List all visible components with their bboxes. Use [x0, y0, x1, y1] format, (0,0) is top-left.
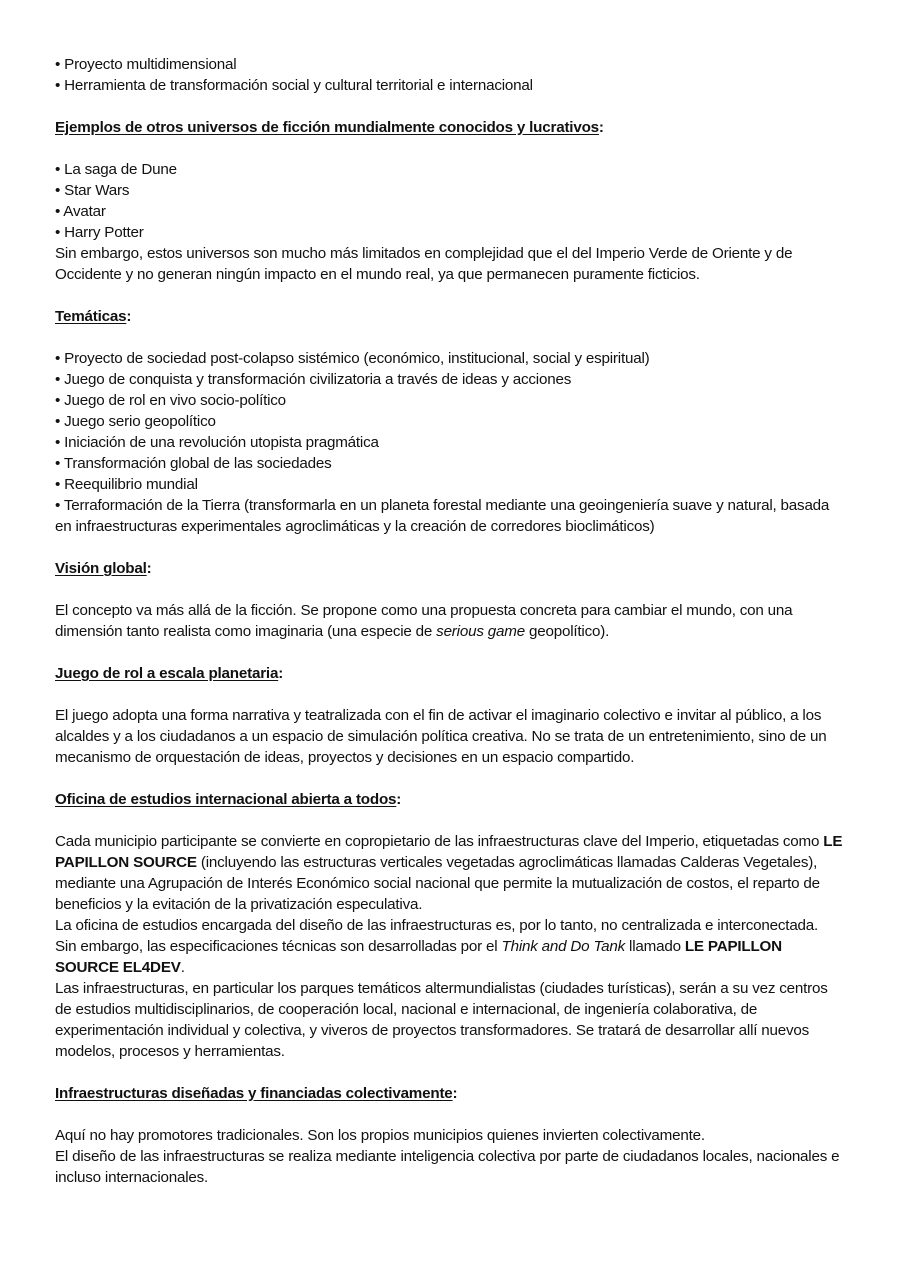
oficina-paragraph-1: Cada municipio participante se convierte en copropietario de las infraestructuras clave del Imperio, etiquetadas como LE PAPILLON SOURCE (incluyendo las estructuras verticales vegetadas agroclimáticas llamadas Calderas Vegetales), mediante una Agrupación de Interés Económico social nacional que permite la mutualización de costos, el reparto de beneficios y la evitación de la privatización especulativa. — [55, 833, 843, 913]
vision-heading: Visión global: — [55, 560, 152, 577]
tematicas-bullet: • Terraformación de la Tierra (transformarla en un planeta forestal mediante una geoingeniería suave y natural, basada en infraestructuras experimentales agroclimáticas y la creación de corredores bioclimáticos) — [55, 497, 830, 535]
vision-paragraph: El concepto va más allá de la ficción. Se propone como una propuesta concreta para cambiar el mundo, con una dimensión tanto realista como imaginaria (una especie de serious game geopolítico). — [55, 602, 793, 640]
tematicas-heading: Temáticas: — [55, 308, 132, 325]
examples-bullet: • La saga de Dune — [55, 161, 177, 178]
rol-heading: Juego de rol a escala planetaria: — [55, 665, 284, 682]
infra-paragraph-2: El diseño de las infraestructuras se realiza mediante inteligencia colectiva por parte de ciudadanos locales, nacionales e incluso internacionales. — [55, 1148, 840, 1186]
examples-bullet: • Star Wars — [55, 182, 130, 199]
infra-heading: Infraestructuras diseñadas y financiadas colectivamente: — [55, 1085, 458, 1102]
examples-heading: Ejemplos de otros universos de ficción mundialmente conocidos y lucrativos: — [55, 119, 604, 136]
rol-paragraph: El juego adopta una forma narrativa y teatralizada con el fin de activar el imaginario colectivo e invitar al público, a los alcaldes y a los ciudadanos a un espacio de simulación política creativa. No se trata de un entretenimiento, sino de un mecanismo de orquestación de ideas, proyectos y decisiones en un espacio compartido. — [55, 707, 827, 766]
oficina-heading: Oficina de estudios internacional abierta a todos: — [55, 791, 402, 808]
oficina-paragraph-4: Las infraestructuras, en particular los parques temáticos altermundialistas (ciudades turísticas), serán a su vez centros de estudios multidisciplinarios, de cooperación local, nacional e internacional, de ingeniería colaborativa, de experimentación individual y colectiva, y viveros de proyectos transformadores. Se tratará de desarrollar allí nuevos modelos, procesos y herramientas. — [55, 980, 828, 1060]
intro-bullet: • Proyecto multidimensional — [55, 56, 237, 73]
examples-paragraph: Sin embargo, estos universos son mucho más limitados en complejidad que el del Imperio Verde de Oriente y de Occidente y no generan ningún impacto en el mundo real, ya que permanecen puramente ficticios. — [55, 245, 793, 283]
intro-bullet: • Herramienta de transformación social y cultural territorial e internacional — [55, 77, 533, 94]
examples-bullet: • Harry Potter — [55, 224, 144, 241]
examples-bullet: • Avatar — [55, 203, 106, 220]
oficina-paragraph-3: Sin embargo, las especificaciones técnicas son desarrolladas por el Think and Do Tank llamado LE PAPILLON SOURCE EL4DEV. — [55, 938, 782, 976]
infra-paragraph-1: Aquí no hay promotores tradicionales. Son los propios municipios quienes invierten colectivamente. — [55, 1127, 705, 1144]
tematicas-bullet: • Juego de conquista y transformación civilizatoria a través de ideas y acciones — [55, 371, 572, 388]
tematicas-bullet: • Iniciación de una revolución utopista pragmática — [55, 434, 379, 451]
oficina-paragraph-2: La oficina de estudios encargada del diseño de las infraestructuras es, por lo tanto, no centralizada e interconectada. — [55, 917, 819, 934]
tematicas-bullet: • Proyecto de sociedad post-colapso sistémico (económico, institucional, social y espiritual) — [55, 350, 650, 367]
tematicas-bullet: • Juego de rol en vivo socio-político — [55, 392, 286, 409]
tematicas-bullet: • Reequilibrio mundial — [55, 476, 198, 493]
tematicas-bullet: • Transformación global de las sociedades — [55, 455, 332, 472]
tematicas-bullet: • Juego serio geopolítico — [55, 413, 216, 430]
